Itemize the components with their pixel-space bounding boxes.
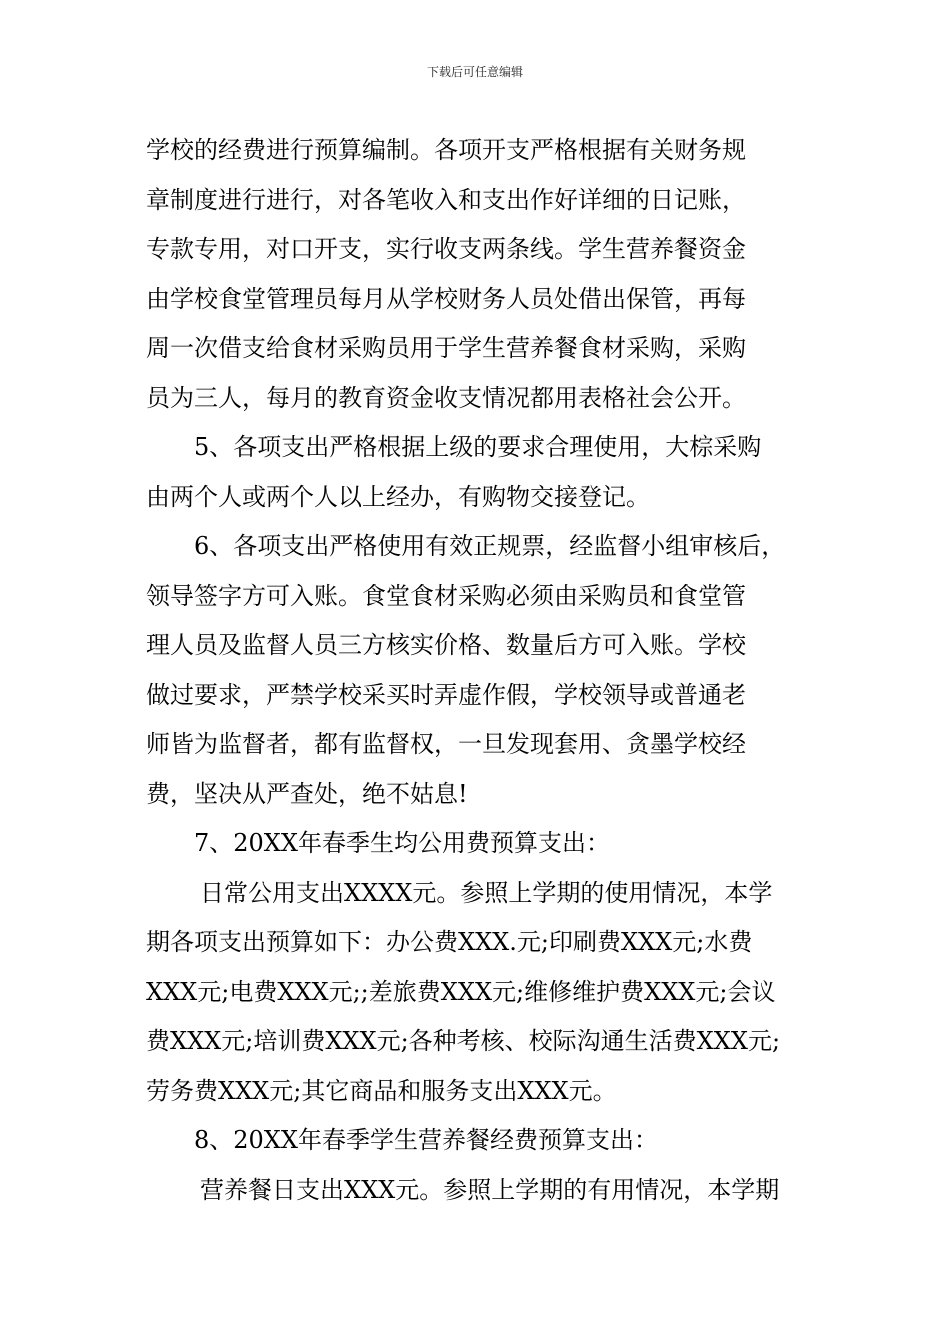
text-line: 由两个人或两个人以上经办，有购物交接登记。 <box>146 482 650 511</box>
text-line: 员为三人，每月的教育资金收支情况都用表格社会公开。 <box>146 383 746 412</box>
page-header: 下载后可任意编辑 <box>426 65 523 79</box>
text-line: XXX元;电费XXX元;;差旅费XXX元;维修维护费XXX元;会议 <box>146 977 776 1006</box>
paragraph-5-start: 5、各项支出严格根据上级的要求合理使用，大棕采购 <box>194 433 762 461</box>
text-line: 做过要求，严禁学校采买时弄虚作假，学校领导或普通老 <box>146 680 746 709</box>
text-line: 学校的经费进行预算编制。各项开支严格根据有关财务规 <box>146 136 746 164</box>
paragraph-8-body-start: 营养餐日支出XXX元。参照上学期的有用情况，本学期 <box>200 1175 780 1204</box>
paragraph-8-heading: 8、20XX年春季学生营养餐经费预算支出： <box>194 1126 658 1154</box>
text-line: 费，坚决从严查处，绝不姑息! <box>146 779 468 808</box>
text-line: 领导签字方可入账。食堂食材采购必须由采购员和食堂管 <box>146 581 746 610</box>
text-line: 周一次借支给食材采购员用于学生营养餐食材采购，采购 <box>146 334 746 362</box>
body-text <box>146 126 814 1215</box>
text-line: 理人员及监督人员三方核实价格、数量后方可入账。学校 <box>146 631 746 659</box>
paragraph-6-start: 6、各项支出严格使用有效正规票，经监督小组审核后， <box>194 532 786 560</box>
text-line: 章制度进行进行，对各笔收入和支出作好详细的日记账， <box>146 185 746 214</box>
text-line: 劳务费XXX元;其它商品和服务支出XXX元。 <box>146 1076 617 1105</box>
paragraph-7-body-start: 日常公用支出XXXX元。参照上学期的使用情况，本学 <box>200 878 773 907</box>
text-line: 费XXX元;培训费XXX元;各种考核、校际沟通生活费XXX元; <box>146 1027 781 1055</box>
text-line: 专款专用，对口开支，实行收支两条线。学生营养餐资金 <box>146 235 746 263</box>
text-line: 由学校食堂管理员每月从学校财务人员处借出保管，再每 <box>146 284 746 313</box>
text-line: 期各项支出预算如下：办公费XXX.元;印刷费XXX元;水费 <box>146 928 753 956</box>
paragraph-7-heading: 7、20XX年春季生均公用费预算支出： <box>194 829 610 857</box>
text-line: 师皆为监督者，都有监督权，一旦发现套用、贪墨学校经 <box>146 730 746 758</box>
